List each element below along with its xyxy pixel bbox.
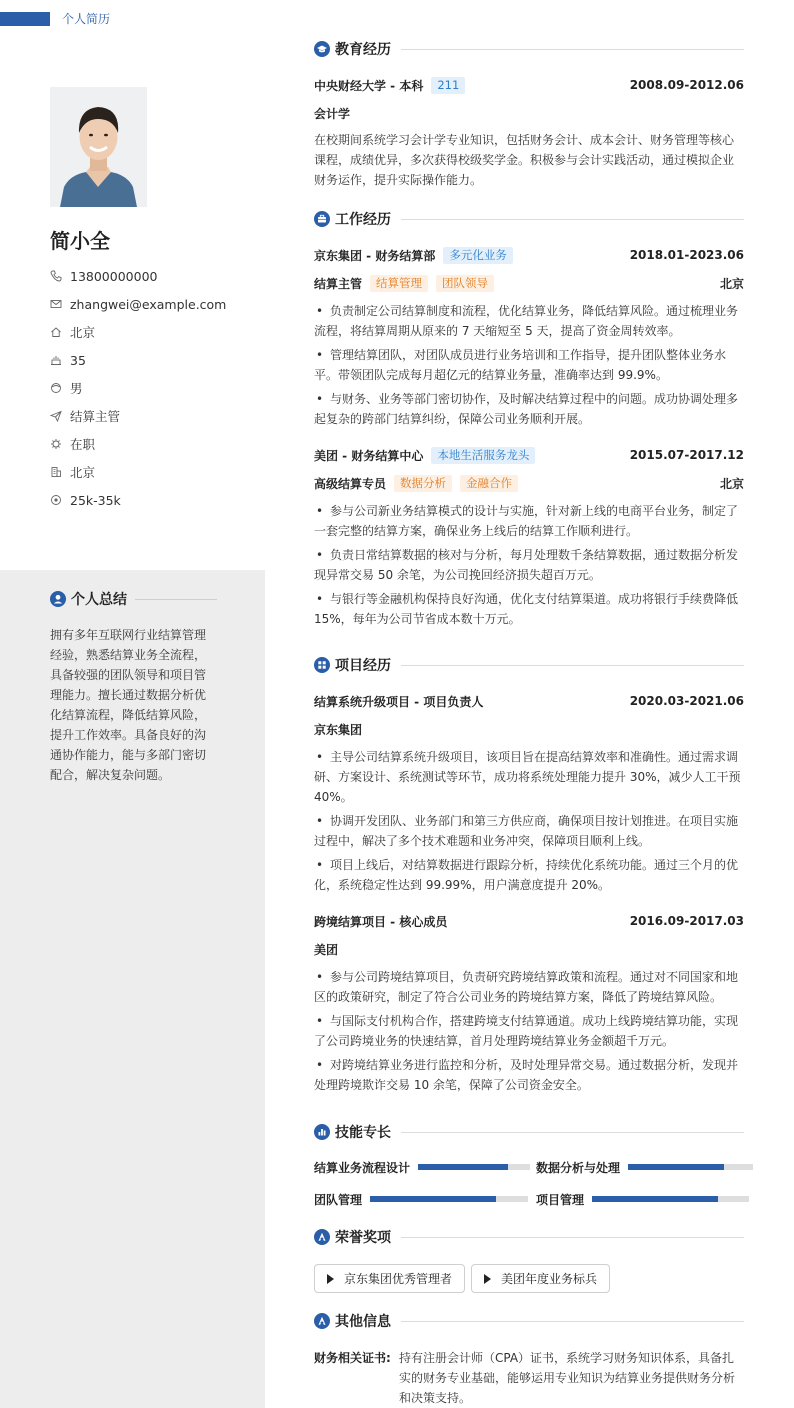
other-title: 其他信息 <box>335 1314 391 1330</box>
job-2-role: 高级结算专员 <box>314 476 387 491</box>
project-1-date: 2020.03-2021.06 <box>629 694 744 708</box>
skills-divider <box>401 1132 744 1133</box>
info-salary-value: 25k-35k <box>70 492 121 508</box>
summary-text: 拥有多年互联网行业结算管理经验，熟悉结算业务全流程，具备较强的团队领导和项目管理能力。擅长通过数据分析优化结算流程，降低结算风险，提升工作效率。具备良好的沟通协作能力，能与多部门密切配合，解决复杂问题。 <box>50 628 207 782</box>
skill-2-name: 数据分析与处理 <box>536 1160 621 1175</box>
project-1-name: 结算系统升级项目 - 项目负责人 <box>314 694 484 709</box>
left-column <box>0 0 265 1408</box>
gender-icon <box>50 382 62 394</box>
major: 会计学 <box>314 106 351 121</box>
job-1-city: 北京 <box>719 276 744 291</box>
avatar <box>50 87 147 207</box>
projects-divider <box>401 665 744 666</box>
skill-2-bar <box>628 1164 753 1170</box>
info-home <box>50 322 95 342</box>
info-city <box>50 462 95 482</box>
grid-icon <box>314 657 330 673</box>
info-status-value: 在职 <box>70 437 96 452</box>
send-icon <box>50 410 62 422</box>
job-2-bullet-2: • 负责日常结算数据的核对与分析，每月处理数千条结算数据，通过数据分析发现异常交易 50 余笔，为公司挽回经济损失超百万元。 <box>314 548 739 582</box>
summary-title: 个人总结 <box>71 592 127 608</box>
honors-title: 荣誉奖项 <box>335 1230 391 1246</box>
info-phone-value: 13800000000 <box>70 268 158 284</box>
info-icon <box>314 1313 330 1329</box>
award-item-2-label: 美团年度业务标兵 <box>501 1272 598 1286</box>
job-1-role-tag-1: 结算管理 <box>370 275 428 292</box>
project-1-org-row <box>314 719 744 739</box>
job-2-tag: 本地生活服务龙头 <box>431 447 535 464</box>
job-2-date: 2015.07-2017.12 <box>629 448 744 462</box>
graduation-cap-icon <box>314 41 330 57</box>
salary-icon <box>50 494 62 506</box>
skill-4-fill <box>592 1196 718 1202</box>
info-position-value: 结算主管 <box>70 409 121 424</box>
info-age-value: 35 <box>70 352 86 368</box>
award-item-2 <box>471 1264 610 1293</box>
job-1-bullet-3: • 与财务、业务等部门密切协作，及时解决结算过程中的问题。成功协调处理多起复杂的跨部门结算纠纷，保障公司业务顺利开展。 <box>314 392 739 426</box>
job-2-role-tag-2: 金融合作 <box>460 475 518 492</box>
mail-icon <box>50 298 62 310</box>
user-circle-icon <box>50 591 66 607</box>
job-2-bullet-3: • 与银行等金融机构保持良好沟通，优化支付结算渠道。成功将银行手续费降低 15%，每年为公司节省成本数十万元。 <box>314 592 739 626</box>
skill-1-name: 结算业务流程设计 <box>314 1160 411 1175</box>
job-1-role-tag-2: 团队领导 <box>436 275 494 292</box>
project-1-bullet-1: • 主导公司结算系统升级项目，该项目旨在提高结算效率和准确性。通过需求调研、方案设计、系统测试等环节，成功将系统处理能力提升 30%，减少人工干预 40%。 <box>314 750 741 804</box>
work-title: 工作经历 <box>335 212 391 228</box>
info-city-value: 北京 <box>70 465 96 480</box>
education-desc: 在校期间系统学习会计学专业知识，包括财务会计、成本会计、财务管理等核心课程，成绩优异，多次获得校级奖学金。积极参与会计实践活动，通过模拟企业财务运作，提升实际操作能力。 <box>314 133 735 187</box>
cake-icon <box>50 354 62 366</box>
job-1-bullet-1: • 负责制定公司结算制度和流程，优化结算业务，降低结算风险。通过梳理业务流程，将结算周期从原来的 7 天缩短至 5 天，提高了资金周转效率。 <box>314 304 739 338</box>
skill-3 <box>314 1189 528 1209</box>
header-accent-bar <box>0 12 50 26</box>
job-1-header <box>314 245 744 265</box>
job-2-bullet-1: • 参与公司新业务结算模式的设计与实施，针对新上线的电商平台业务，制定了一套完整的结算方案，确保业务上线后的结算工作顺利进行。 <box>314 504 739 538</box>
project-1-bullet-2: • 协调开发团队、业务部门和第三方供应商，确保项目按计划推进。在项目实施过程中，解决了多个技术难题和业务冲突，保障项目顺利上线。 <box>314 814 739 848</box>
status-icon <box>50 438 62 450</box>
skill-1 <box>314 1157 530 1177</box>
work-heading <box>314 209 744 229</box>
skill-3-fill <box>370 1196 496 1202</box>
project-1-header <box>314 691 744 711</box>
info-salary <box>50 490 121 510</box>
phone-icon <box>50 270 62 282</box>
work-divider <box>401 219 744 220</box>
education-title: 教育经历 <box>335 42 391 58</box>
project-2-org: 美团 <box>314 942 339 957</box>
skill-3-name: 团队管理 <box>314 1192 363 1207</box>
award-item-1-label: 京东集团优秀管理者 <box>344 1272 453 1286</box>
header-tag: 个人简历 <box>62 12 111 26</box>
other-divider <box>401 1321 744 1322</box>
skill-4-name: 项目管理 <box>536 1192 585 1207</box>
skills-heading <box>314 1122 744 1142</box>
school-tag: 211 <box>431 77 465 94</box>
education-date: 2008.09-2012.06 <box>629 78 744 92</box>
education-divider <box>401 49 744 50</box>
skill-3-bar <box>370 1196 528 1202</box>
info-position <box>50 406 120 426</box>
info-status <box>50 434 95 454</box>
summary-divider <box>135 599 217 600</box>
job-2-header <box>314 445 744 465</box>
project-2-date: 2016.09-2017.03 <box>629 914 744 928</box>
other-label: 财务相关证书: <box>314 1351 391 1365</box>
info-email-value: zhangwei@example.com <box>70 296 227 312</box>
job-1-tag: 多元化业务 <box>443 247 513 264</box>
job-1-role: 结算主管 <box>314 276 363 291</box>
summary-heading <box>50 589 217 609</box>
building-icon <box>50 466 62 478</box>
skill-1-bar <box>418 1164 530 1170</box>
job-2-role-tag-1: 数据分析 <box>394 475 452 492</box>
education-heading <box>314 39 744 59</box>
other-heading <box>314 1311 744 1331</box>
home-icon <box>50 326 62 338</box>
award-icon <box>314 1229 330 1245</box>
job-1-company: 京东集团 - 财务结算部 <box>314 248 436 263</box>
info-age <box>50 350 86 370</box>
skill-2-fill <box>628 1164 724 1170</box>
play-icon <box>327 1274 334 1284</box>
job-2-city: 北京 <box>719 476 744 491</box>
other-text: 持有注册会计师（CPA）证书，系统学习财务知识体系，具备扎实的财务专业基础，能够运用专业知识为结算业务提供财务分析和决策支持。 <box>399 1351 736 1405</box>
job-2-company: 美团 - 财务结算中心 <box>314 448 424 463</box>
skills-title: 技能专长 <box>335 1125 391 1141</box>
school-name: 中央财经大学 - 本科 <box>314 78 424 93</box>
skill-1-fill <box>418 1164 508 1170</box>
projects-heading <box>314 655 744 675</box>
project-2-bullet-3: • 对跨境结算业务进行监控和分析，及时处理异常交易。通过数据分析，发现并处理跨境欺诈交易 10 余笔，保障了公司资金安全。 <box>314 1058 739 1092</box>
project-2-bullet-2: • 与国际支付机构合作，搭建跨境支付结算通道。成功上线跨境结算功能，实现了公司跨境业务的快速结算，首月处理跨境结算业务金额超千万元。 <box>314 1014 739 1048</box>
project-1-bullet-3: • 项目上线后，对结算数据进行跟踪分析，持续优化系统功能。通过三个月的优化，系统稳定性达到 99.99%，用户满意度提升 20%。 <box>314 858 739 892</box>
job-1-bullet-2: • 管理结算团队，对团队成员进行业务培训和工作指导，提升团队整体业务水平。带领团队完成每月超亿元的结算业务量，准确率达到 99.9%。 <box>314 348 727 382</box>
honors-heading <box>314 1227 744 1247</box>
skill-2 <box>536 1157 753 1177</box>
project-1-org: 京东集团 <box>314 722 363 737</box>
major-row <box>314 103 744 123</box>
info-phone <box>50 266 157 286</box>
bar-chart-icon <box>314 1124 330 1140</box>
briefcase-icon <box>314 211 330 227</box>
project-2-org-row <box>314 939 744 959</box>
award-item-1 <box>314 1264 465 1293</box>
info-gender <box>50 378 83 398</box>
job-1-date: 2018.01-2023.06 <box>629 248 744 262</box>
job-2-role-row <box>314 473 744 493</box>
skill-4 <box>536 1189 749 1209</box>
project-2-header <box>314 911 744 931</box>
project-2-bullet-1: • 参与公司跨境结算项目，负责研究跨境结算政策和流程。通过对不同国家和地区的政策研究，制定了符合公司业务的跨境结算方案，降低了跨境结算风险。 <box>314 970 739 1004</box>
info-email <box>50 294 226 314</box>
projects-title: 项目经历 <box>335 658 391 674</box>
play-icon <box>484 1274 491 1284</box>
skill-4-bar <box>592 1196 749 1202</box>
person-name: 简小全 <box>50 229 110 253</box>
info-gender-value: 男 <box>70 381 83 396</box>
education-row <box>314 75 744 95</box>
job-1-role-row <box>314 273 744 293</box>
info-home-value: 北京 <box>70 325 96 340</box>
project-2-name: 跨境结算项目 - 核心成员 <box>314 914 448 929</box>
honors-divider <box>401 1237 744 1238</box>
